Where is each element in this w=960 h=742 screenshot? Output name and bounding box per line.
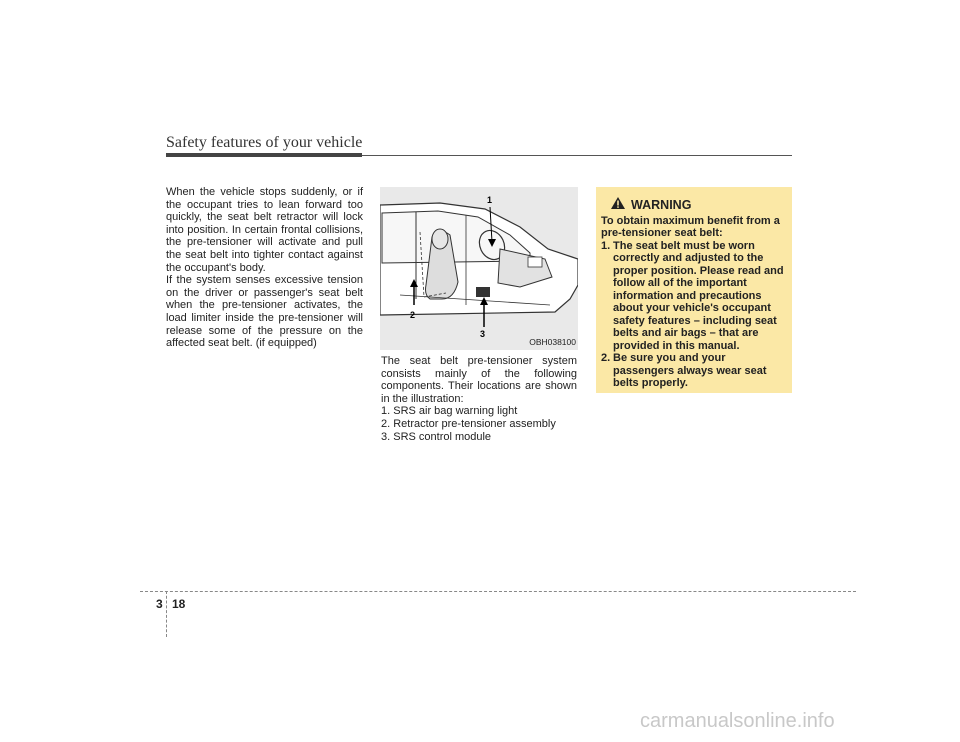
warning-item <box>601 240 787 353</box>
header-rule-thin <box>362 155 792 156</box>
callout-2: 2 <box>410 310 416 320</box>
footer-rule <box>140 591 856 592</box>
car-interior-drawing <box>380 187 578 350</box>
paragraph: If the system senses excessive tension on the driver or passenger's seat belt when the pre-tensioner activates, the load limiter inside the pre-tensioner will release some of the pressure on the affected seat belt. (if equipped) <box>166 274 363 350</box>
page-number: 18 <box>172 597 186 611</box>
warning-heading <box>611 197 787 213</box>
warning-item <box>601 352 787 390</box>
callout-1: 1 <box>487 195 493 205</box>
paragraph: When the vehicle stops suddenly, or if the occupant tries to lean forward too quickly, the seat belt retractor will lock into position. In certain frontal collisions, the pre-tensioner will activate and pull the seat belt into tighter contact against the occupant's body. <box>166 186 363 274</box>
warning-item-number: 2. <box>601 352 611 364</box>
list-item: 1. SRS air bag warning light <box>381 405 518 418</box>
components-intro: The seat belt pre-tensioner system consists mainly of the following components. Their locations are shown in the illustration: <box>381 355 577 405</box>
figure-code: OBH038100 <box>529 337 576 347</box>
list-item: 2. Retractor pre-tensioner assembly <box>381 417 556 430</box>
header-rule-thick <box>166 153 362 157</box>
chapter-number: 3 <box>156 597 163 611</box>
footer-vertical-rule <box>166 591 167 637</box>
warning-list <box>601 240 787 390</box>
warning-title: WARNING <box>631 197 692 212</box>
warning-triangle-icon <box>611 197 625 213</box>
warning-box <box>596 187 792 393</box>
left-column-text <box>166 186 363 350</box>
callout-3: 3 <box>480 329 486 339</box>
warning-item-text: The seat belt must be worn correctly and adjusted to the proper position. Please read and follow all of the important information and precautions about your vehicle's occupant safety features – including seat belts and air bags – that are provided in this manual. <box>613 239 784 352</box>
page-header-title: Safety features of your vehicle <box>166 134 363 151</box>
watermark: carmanualsonline.info <box>640 710 835 732</box>
warning-item-text: Be sure you and your passengers always wear seat belts properly. <box>613 352 767 389</box>
middle-column-text <box>381 355 577 443</box>
list-item: 3. SRS control module <box>381 430 492 443</box>
warning-lead: To obtain maximum benefit from a pre-tensioner seat belt: <box>601 214 780 239</box>
warning-item-number: 1. <box>601 239 611 252</box>
seat-belt-pretensioner-illustration <box>380 187 578 350</box>
